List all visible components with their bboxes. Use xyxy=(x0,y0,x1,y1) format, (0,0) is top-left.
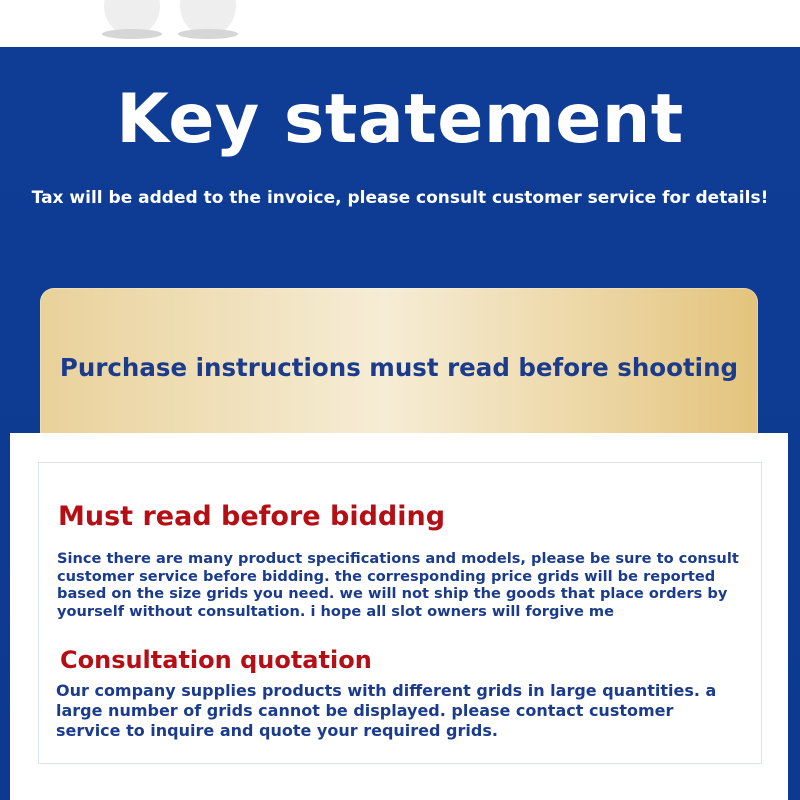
banner-title: Purchase instructions must read before shooting xyxy=(59,353,739,382)
tax-notice: Tax will be added to the invoice, please consult customer service for details! xyxy=(31,188,769,208)
section-heading-quotation: Consultation quotation xyxy=(60,646,372,674)
body-line: customer service before bidding. the corresponding price grids will be reported xyxy=(57,567,716,585)
section-heading-bidding: Must read before bidding xyxy=(58,501,446,532)
body-line: based on the size grids you need. we will not ship the goods that place orders by xyxy=(57,585,728,602)
body-line: Our company supplies products with different grids in large quantities. a xyxy=(56,681,717,700)
section-body-quotation xyxy=(56,681,716,741)
page-title: Key statement xyxy=(116,80,684,159)
sneaker-feet-icon xyxy=(96,0,246,40)
top-image-strip xyxy=(0,0,800,47)
body-line: large number of grids cannot be displayed. please contact customer xyxy=(56,701,674,720)
section-body-bidding xyxy=(57,550,739,620)
body-line: yourself without consultation. i hope all slot owners will forgive me xyxy=(57,602,615,620)
body-line: Since there are many product specifications and models, please be sure to consult xyxy=(57,550,739,567)
body-line: service to inquire and quote your required grids. xyxy=(56,721,498,740)
